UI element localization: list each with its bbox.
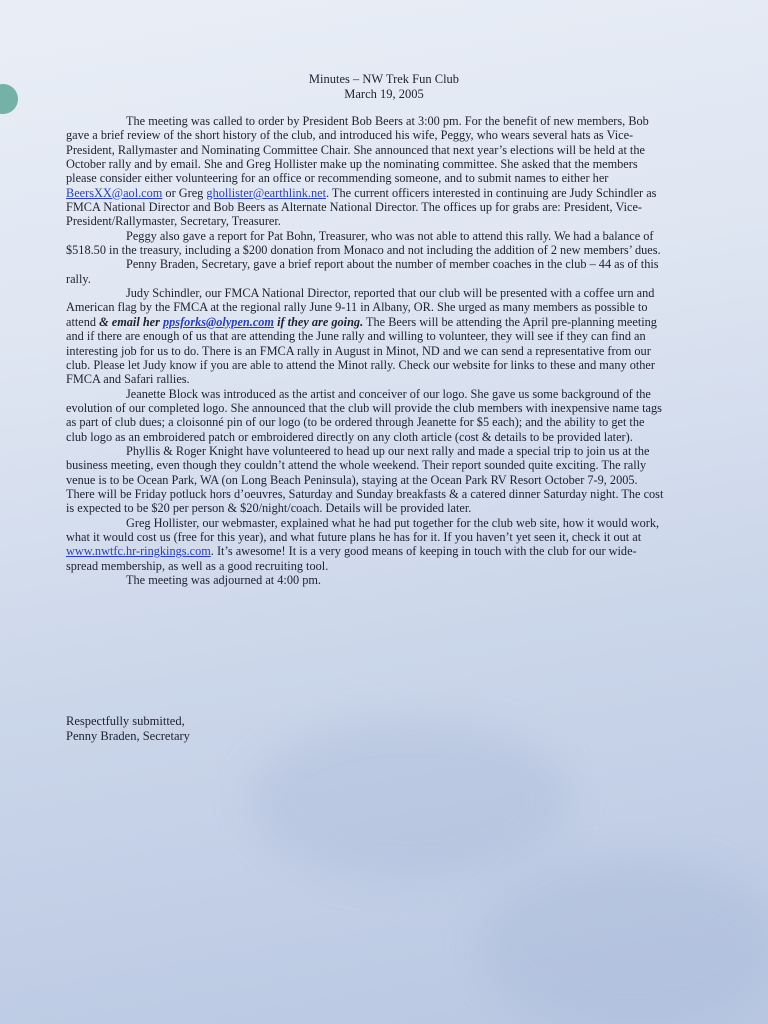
minutes-body xyxy=(66,114,666,587)
paragraph-text: . It’s awesome! It is a very good means of keeping in touch with the club for our wide-spread membership, as well as a good recruiting tool. xyxy=(66,544,637,573)
paragraph-adjourned: The meeting was adjourned at 4:00 pm. xyxy=(126,573,321,587)
paragraph-treasurer-report: Peggy also gave a report for Pat Bohn, Treasurer, who was not able to attend this rally. We had a balance of $518.50 in the treasury, including a $200 donation from Monaco and not including the addition of 2 new members’ dues. xyxy=(66,228,661,258)
paragraph-call-to-order xyxy=(66,114,666,229)
paragraph-logo: Jeanette Block was introduced as the artist and conceiver of our logo. She gave us some background of the evolution of our completed logo. She announced that the club will provide the club members with inexpensive name tags as part of club dues; a cloisonné pin of our logo (to be ordered through Jeanette for $5 each); and the ability to get the club logo as an embroidered patch or embroidered directly on any cloth article (cost & details to be provided later). xyxy=(66,386,662,444)
document-date: March 19, 2005 xyxy=(344,87,424,101)
paper-shadow xyxy=(250,720,570,880)
email-link-beers[interactable]: BeersXX@aol.com xyxy=(66,185,163,200)
paragraph-text: . The current officers interested in continuing are Judy Schindler as FMCA National Director and Bob Beers as Alternate National Director. The offices up for grabs are: President, Vice-President/Rallymaster, Secretary, Treasurer. xyxy=(66,185,657,229)
paragraph-secretary-report: Penny Braden, Secretary, gave a brief report about the number of member coaches in the club – 44 as of this rally. xyxy=(66,257,659,286)
document-title: Minutes – NW Trek Fun Club xyxy=(308,72,460,86)
paragraph-text: The meeting was called to order by President Bob Beers at 3:00 pm. For the benefit of new members, Bob gave a brief review of the short history of the club, and introduced his wife, Peggy, who wears several hats as Vice-President, Rallymaster and Nominating Committee Chair. She announced that next year’s elections will be held at the October rally and by email. She and Greg Hollister make up the nominating committee. She asked that the members please consider either volunteering for an office or recommending someone, and to submit names to either her xyxy=(66,114,649,186)
paragraph-text: Judy Schindler, our FMCA National Director, reported that our club will be presented with a coffee urn and American flag by the FMCA at the regional rally June 9-11 in Albany, OR. She urged as many members as possible to attend xyxy=(66,286,655,329)
paragraph-website xyxy=(66,516,666,573)
email-link-judy[interactable]: ppsforks@olypen.com xyxy=(163,314,274,329)
paragraph-text: Greg Hollister, our webmaster, explained what he had put together for the club web site, how it would work, what it would cost us (free for this year), and what future plans he has for it. If you haven’t yet seen it, check it out at xyxy=(66,515,660,544)
paragraph-text: or Greg xyxy=(162,185,207,200)
paragraph-fmca-report xyxy=(66,286,666,386)
signoff-block xyxy=(66,714,190,744)
paragraph-next-rally: Phyllis & Roger Knight have volunteered to head up our next rally and made a special trip to join us at the business meeting, even though they couldn’t attend the whole weekend. Their report sounded quite exciting. The rally venue is to be Ocean Park, WA (on Long Beach Peninsula), staying at the Ocean Park RV Resort October 7-9, 2005. There will be Friday potluck hors d’oeuvres, Saturday and Sunday breakfasts & a catered dinner Saturday night. The cost is expected to be $20 per person & $20/night/coach. Details will be provided later. xyxy=(66,443,664,516)
website-link[interactable]: www.nwtfc.hr-ringkings.com xyxy=(66,544,211,559)
emphasis-text: & email her xyxy=(99,314,163,329)
email-link-hollister[interactable]: ghollister@earthlink.net xyxy=(206,185,326,200)
signoff-name: Penny Braden, Secretary xyxy=(66,729,190,743)
emphasis-text: if they are going. xyxy=(274,314,364,329)
signoff-line: Respectfully submitted, xyxy=(66,714,185,728)
paragraph-text: The Beers will be attending the April pre-planning meeting and if there are enough of us that are attending the June rally and willing to volunteer, they will see if they can find an interesting job for us to do. There is an FMCA rally in August in Minot, ND and we can send a representative from our club. Please let Judy know if you are able to attend the Minot rally. Check our website for links to these and many other FMCA and Safari rallies. xyxy=(66,314,657,387)
paper-shadow xyxy=(480,860,768,1024)
